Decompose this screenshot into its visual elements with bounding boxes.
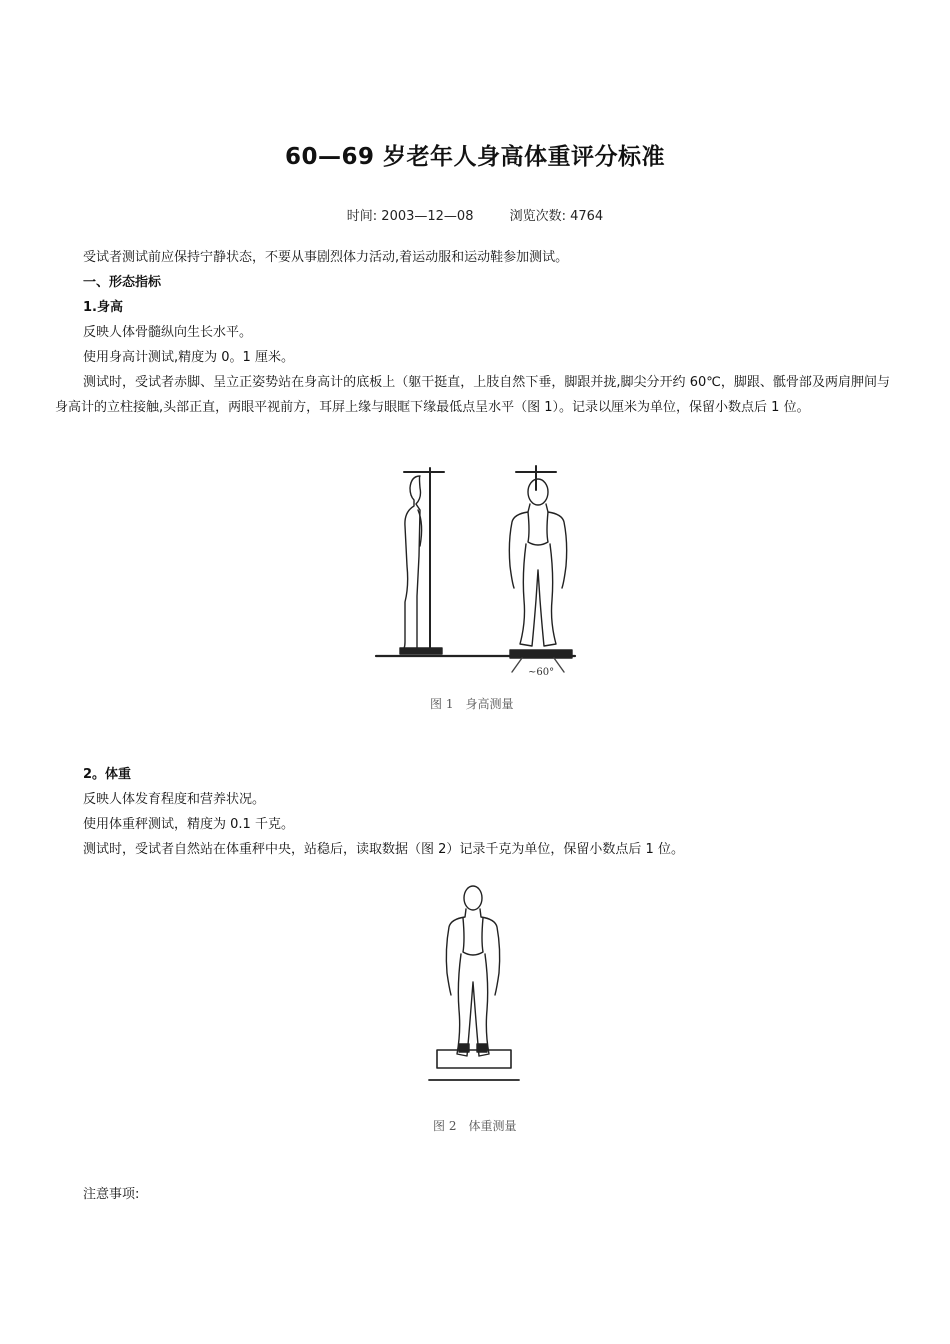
figure-1-caption: 图 1 身高测量 — [430, 697, 514, 711]
article-meta — [0, 205, 950, 224]
height-line-2: 使用身高计测试,精度为 0。1 厘米。 — [83, 350, 294, 365]
view-count: 浏览次数: 4764 — [509, 209, 604, 224]
height-heading: 1.身高 — [83, 300, 123, 315]
foot-angle-label: ~60° — [528, 667, 555, 678]
notes-label: 注意事项: — [83, 1187, 140, 1202]
intro-paragraph: 受试者测试前应保持宁静状态，不要从事剧烈体力活动,着运动服和运动鞋参加测试。 — [83, 250, 569, 265]
weight-heading: 2。体重 — [83, 767, 132, 782]
weight-line-2: 使用体重秤测试，精度为 0.1 千克。 — [83, 817, 294, 832]
figure-2-caption: 图 2 体重测量 — [433, 1119, 517, 1133]
publish-time: 时间: 2003—12—08 — [346, 209, 474, 224]
weight-line-3: 测试时，受试者自然站在体重秤中央，站稳后，读取数据（图 2）记录千克为单位，保留小数点后 1 位。 — [83, 842, 684, 857]
weight-line-1: 反映人体发育程度和营养状况。 — [83, 792, 266, 807]
section-heading: 一、形态指标 — [83, 275, 162, 290]
height-line-1: 反映人体骨髓纵向生长水平。 — [83, 325, 253, 340]
height-procedure-paragraph: 测试时，受试者赤脚、呈立正姿势站在身高计的底板上（躯干挺直，上肢自然下垂，脚跟并拢,脚尖分开约 60℃，脚跟、骶骨部及两肩胛间与身高计的立柱接触,头部正直，两眼平视前方，耳屏上缘与眼眶下缘最低点呈水平（图 1）。记录以厘米为单位，保留小数点后 1 位。 — [55, 375, 890, 415]
page-title: 60—69 岁老年人身高体重评分标准 — [284, 144, 666, 170]
weight-measurement-figure — [425, 882, 525, 1087]
height-measurement-figure — [370, 460, 585, 690]
